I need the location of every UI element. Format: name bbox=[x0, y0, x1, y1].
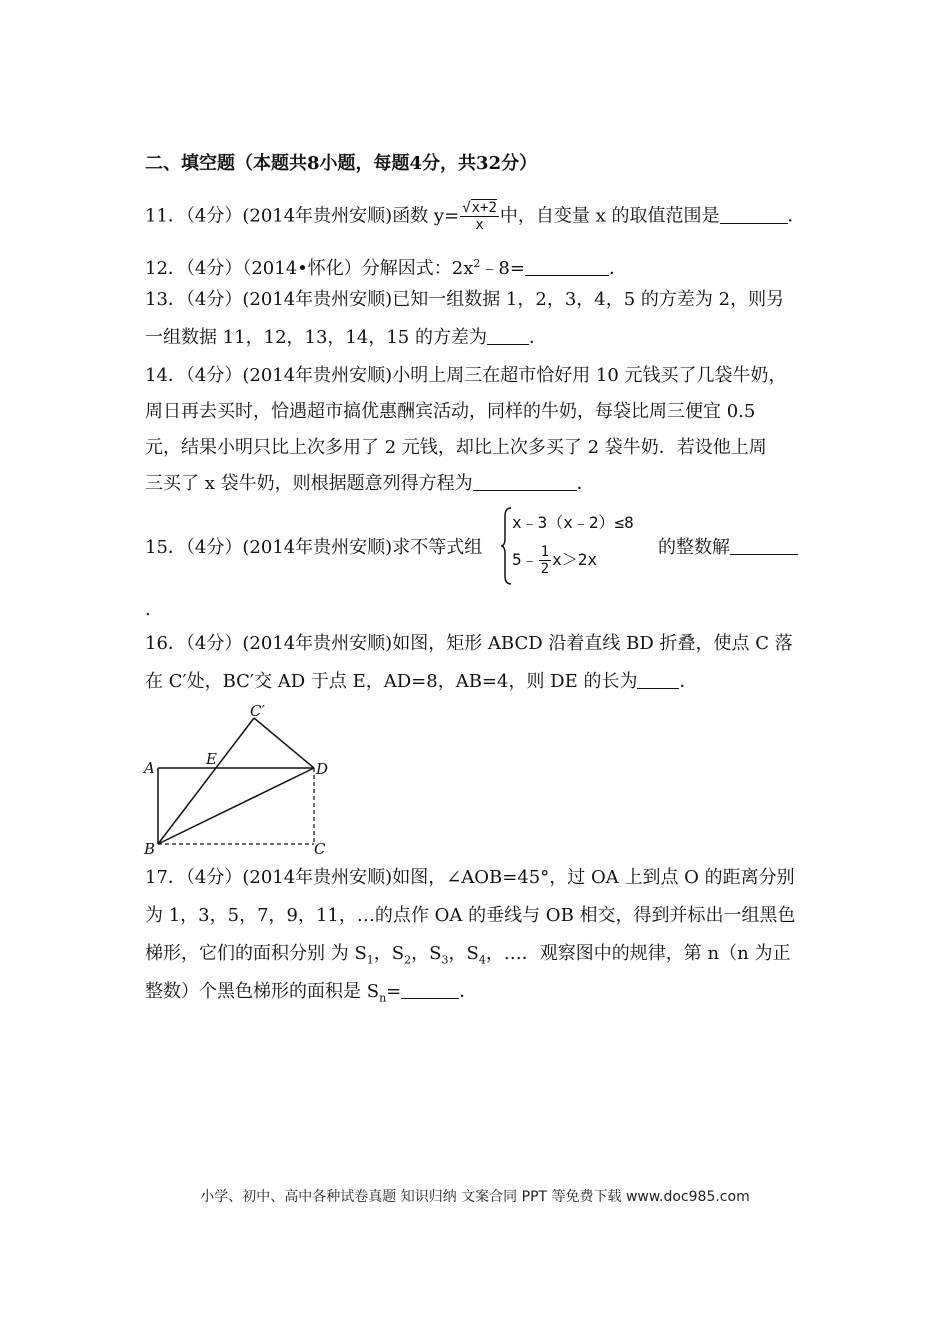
q12-prefix: 12．（4分）（2014•怀化）分解因式：2x bbox=[145, 258, 474, 279]
answer-blank bbox=[401, 980, 459, 999]
question-14-line-3: 元，结果小明只比上次多用了 2 元钱，却比上次多买了 2 袋牛奶．若设他上周 bbox=[145, 437, 767, 458]
q17-text-f: 整数）个黑色梯形的面积是 S bbox=[145, 981, 380, 1002]
q17-text-e: ，…．观察图中的规律，第 n（n 为正 bbox=[485, 943, 791, 964]
question-16-line-1: 16．（4分）(2014年贵州安顺)如图，矩形 ABCD 沿着直线 BD 折叠，使点 C 落 bbox=[145, 633, 793, 654]
segment-c-prime-d bbox=[254, 718, 314, 768]
q12-end: ． bbox=[608, 258, 627, 279]
q16-end: ． bbox=[679, 671, 698, 692]
answer-blank bbox=[525, 257, 609, 276]
q17-text-d: ，S bbox=[448, 943, 479, 964]
question-13-line-2 bbox=[145, 326, 547, 350]
q16-text: 在 C′处，BC′交 AD 于点 E，AD=8，AB=4，则 DE 的长为 bbox=[145, 671, 638, 692]
q13-end: ． bbox=[528, 327, 547, 348]
question-17-line-3 bbox=[145, 942, 790, 973]
inequality-system bbox=[500, 506, 660, 586]
ineq2-part-b: x＞2x bbox=[552, 550, 597, 569]
ineq2-part-a: 5﹣ bbox=[512, 550, 538, 569]
q12-suffix: ﹣8= bbox=[480, 258, 525, 279]
inequality-2 bbox=[512, 544, 597, 577]
answer-blank bbox=[730, 536, 798, 555]
q17-text-c: ，S bbox=[411, 943, 442, 964]
ineq2-numerator: 1 bbox=[540, 544, 550, 560]
question-11 bbox=[145, 200, 806, 233]
q11-numerator: x+2 bbox=[471, 200, 497, 216]
question-16-line-2 bbox=[145, 670, 697, 694]
q11-suffix: 中，自变量 x 的取值范围是 bbox=[499, 205, 720, 227]
q11-end: ． bbox=[787, 205, 806, 227]
label-c: C bbox=[314, 840, 326, 858]
question-14-line-4 bbox=[145, 472, 595, 496]
segment-bd bbox=[158, 768, 314, 844]
question-13-line-1: 13．（4分）(2014年贵州安顺)已知一组数据 1，2，3，4，5 的方差为 2，则另 bbox=[145, 289, 785, 310]
label-c-prime: C′ bbox=[250, 702, 265, 720]
footer-note: 小学、初中、高中各种试卷真题 知识归纳 文案合同 PPT 等免费下载 www.doc985.com bbox=[200, 1189, 750, 1205]
answer-blank bbox=[720, 205, 788, 224]
label-a: A bbox=[144, 759, 155, 777]
q11-denominator: x bbox=[475, 217, 484, 233]
ineq2-fraction bbox=[539, 544, 551, 577]
q11-fraction bbox=[460, 200, 499, 233]
subscript-3: 3 bbox=[441, 953, 449, 967]
q11-prefix: 11．（4分）(2014年贵州安顺)函数 y= bbox=[145, 205, 460, 227]
question-15-prefix: 15．（4分）(2014年贵州安顺)求不等式组 bbox=[145, 537, 483, 558]
q17-text-a: 梯形，它们的面积分别 为 S bbox=[145, 943, 367, 964]
segment-bc-prime bbox=[158, 718, 254, 844]
question-14-line-1: 14．（4分）(2014年贵州安顺)小明上周三在超市恰好用 10 元钱买了几袋牛奶， bbox=[145, 365, 787, 386]
label-d: D bbox=[316, 760, 329, 778]
question-15-suffix bbox=[658, 536, 798, 560]
question-17-line-4 bbox=[145, 980, 477, 1011]
q12-exponent: 2 bbox=[473, 257, 481, 270]
label-b: B bbox=[144, 840, 156, 858]
label-e: E bbox=[206, 750, 217, 768]
question-14-line-2: 周日再去买时，恰遇超市搞优惠酬宾活动，同样的牛奶，每袋比周三便宜 0.5 bbox=[145, 401, 756, 422]
q17-text-g: = bbox=[386, 981, 402, 1002]
section-heading: 二、填空题（本题共8小题，每题4分，共32分） bbox=[145, 153, 538, 174]
q17-end: ． bbox=[459, 981, 478, 1002]
inequality-1: x﹣3（x﹣2）≤8 bbox=[512, 513, 634, 532]
q13-text: 一组数据 11，12，13，14，15 的方差为 bbox=[145, 327, 487, 348]
subscript-4: 4 bbox=[478, 953, 486, 967]
ineq2-denominator: 2 bbox=[540, 561, 550, 577]
q14-text: 三买了 x 袋牛奶，则根据题意列得方程为 bbox=[145, 473, 473, 494]
answer-blank bbox=[473, 472, 577, 491]
q14-end: ． bbox=[576, 473, 595, 494]
question-12 bbox=[145, 252, 627, 281]
q17-text-b: ，S bbox=[373, 943, 405, 964]
sqrt-symbol: √ bbox=[462, 200, 471, 216]
question-17-line-2: 为 1，3，5，7，9，11，…的点作 OA 的垂线与 OB 相交，得到并标出一组黑色 bbox=[145, 905, 796, 926]
q15-suffix: 的整数解 bbox=[658, 537, 730, 558]
rectangle-fold-figure bbox=[140, 702, 340, 858]
answer-blank bbox=[637, 670, 679, 689]
answer-blank bbox=[487, 326, 529, 345]
subscript-2: 2 bbox=[404, 953, 412, 967]
subscript-n: n bbox=[379, 991, 387, 1005]
question-17-line-1: 17．（4分）(2014年贵州安顺)如图，∠AOB=45°，过 OA 上到点 O 的距离分别 bbox=[145, 867, 795, 888]
q15-end: . bbox=[145, 599, 151, 620]
subscript-1: 1 bbox=[366, 953, 374, 967]
